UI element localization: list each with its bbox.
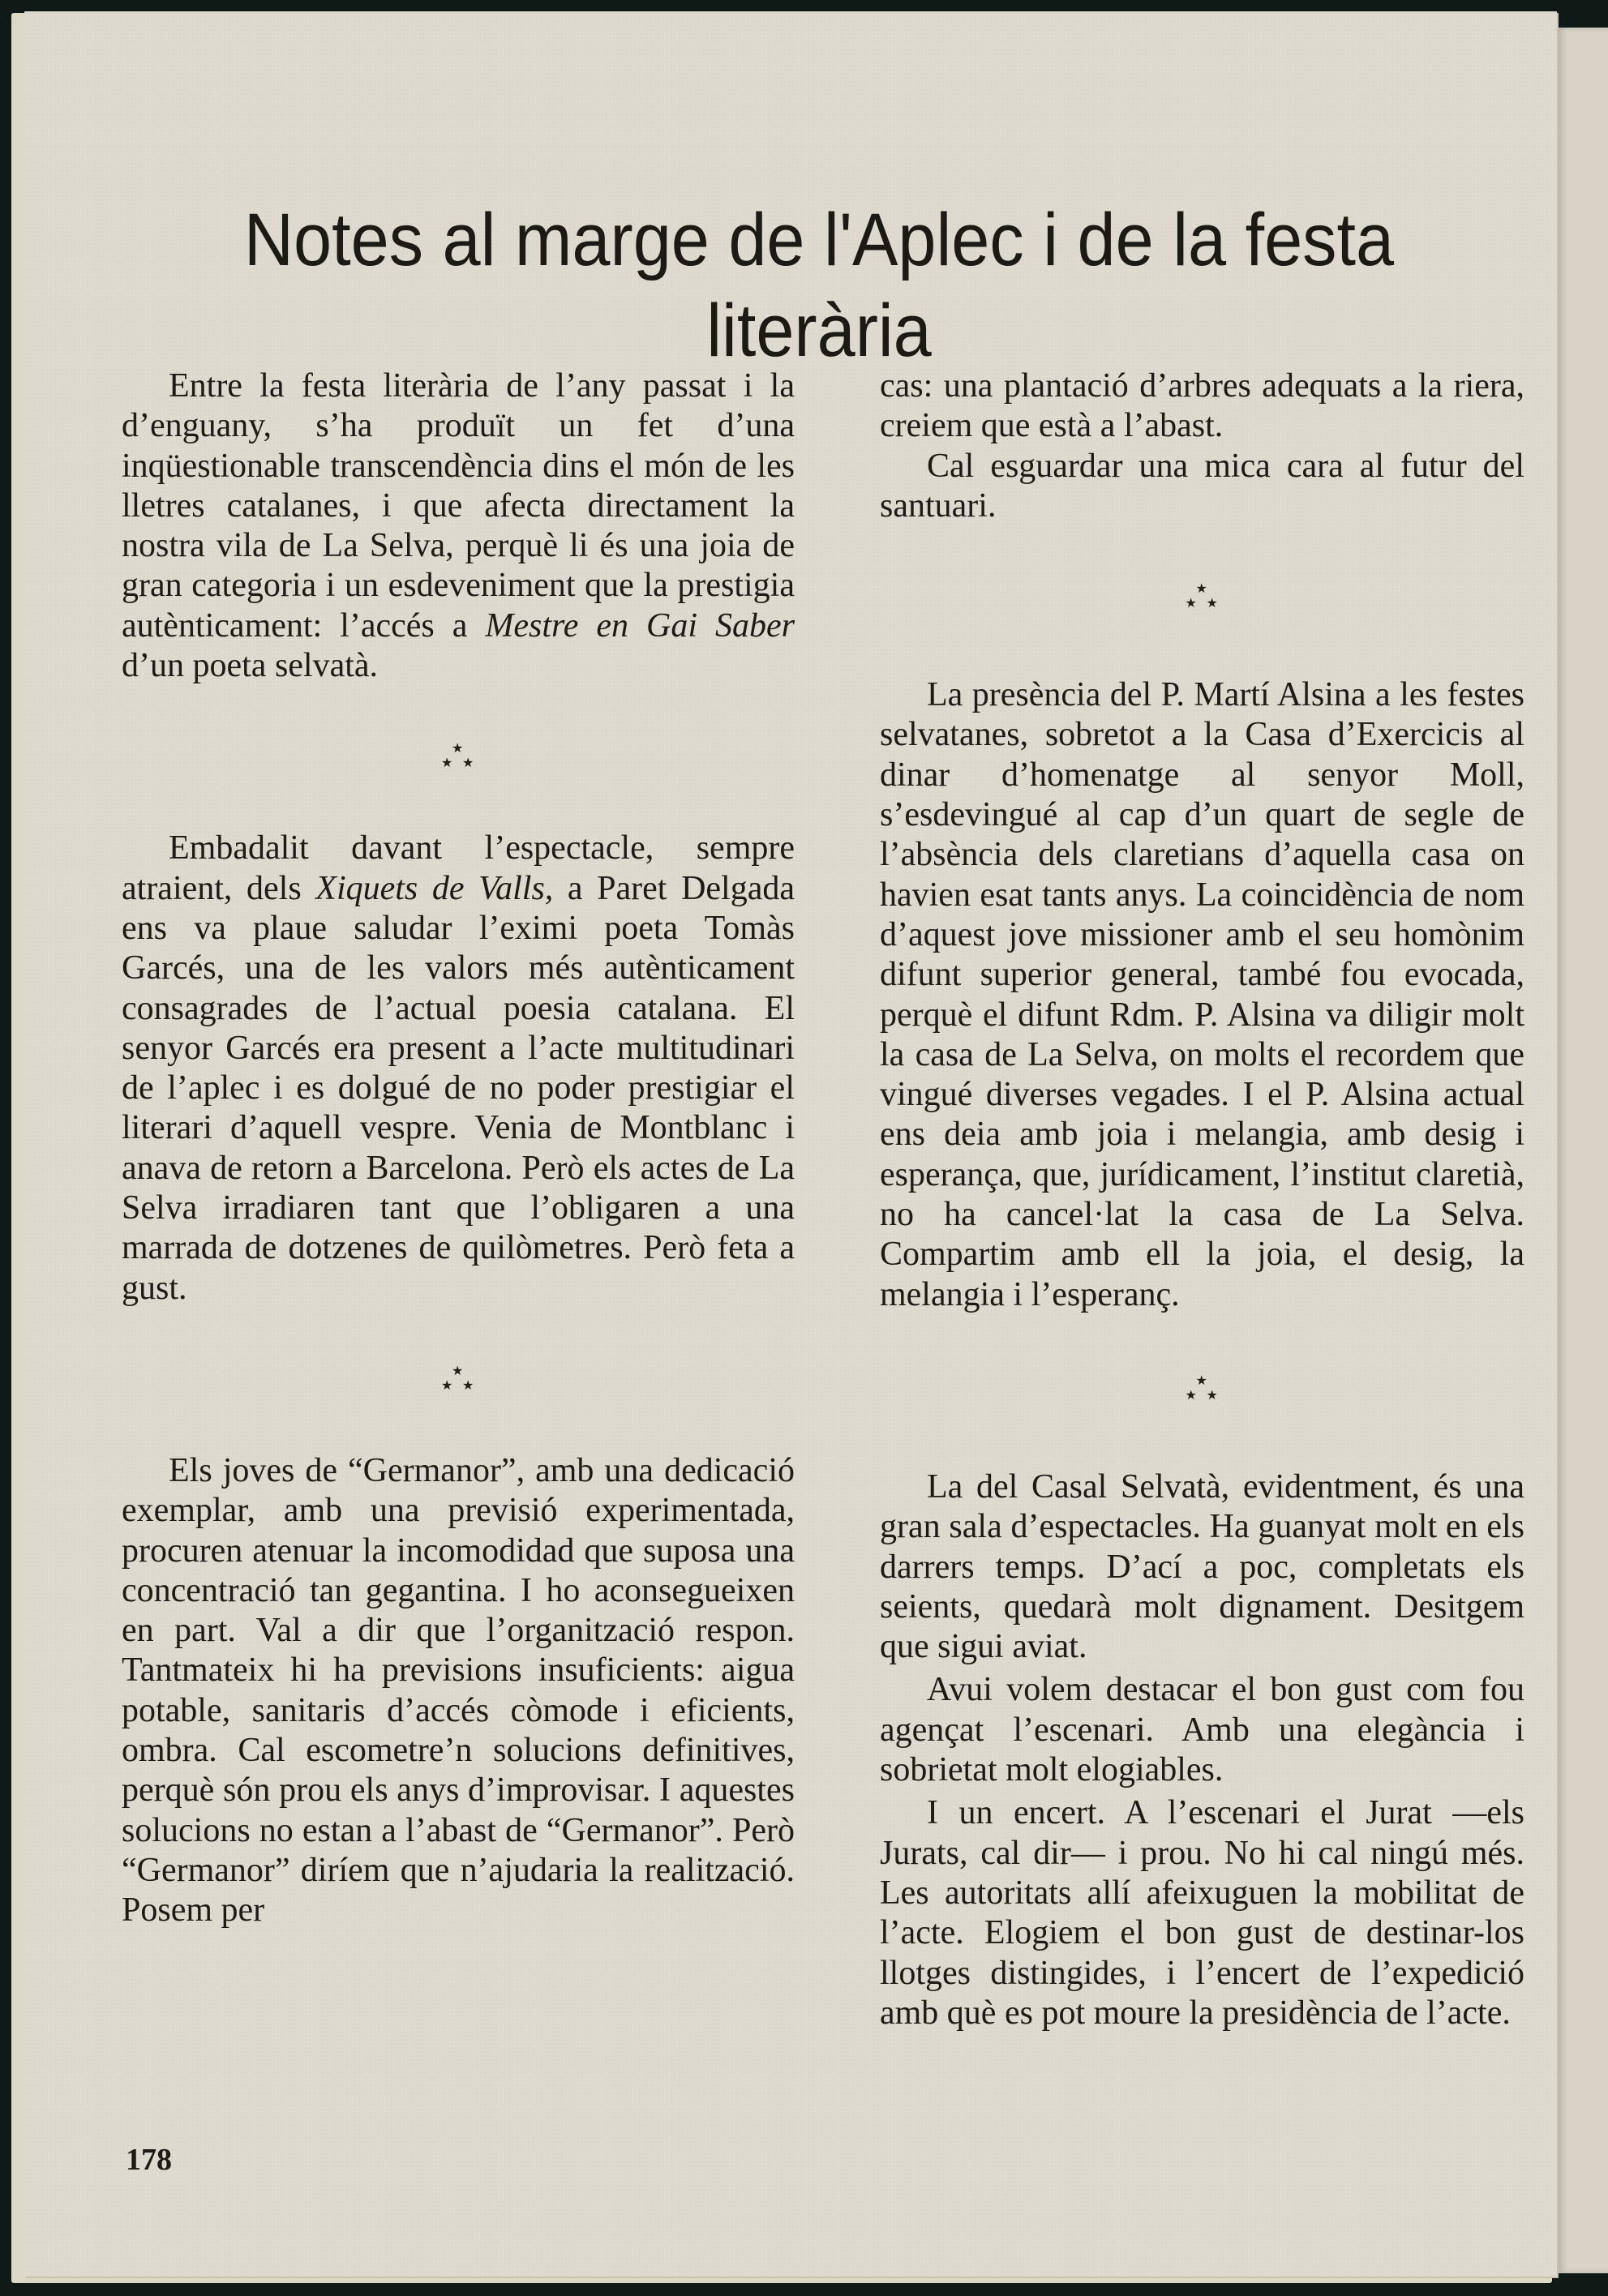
star-icon: ★: [452, 1364, 464, 1378]
section-separator-stars: [434, 1365, 482, 1398]
star-icon: ★: [462, 756, 474, 771]
paragraph-tomas-garces: Embadalit davant l’espectacle, sempre atraient, dels Xiquets de Valls, a Paret Delgada ens va plaue saludar l’eximi poeta Tomàs Garcés, una de les valors més autènticament consagrades de l’actual poesia catalana. El senyor Garcés era present a l’acte multitudinari de l’aplec i es dolgué de no poder prestigiar el literari d’aquell vespre. Venia de Montblanc i anava de retorn a Barcelona. Però els actes de La Selva irradiaren tant que l’obligaren a una marrada de dotzenes de quilòmetres. Però feta a gust.: [122, 829, 795, 1307]
star-icon: ★: [1195, 1373, 1207, 1388]
star-icon: ★: [462, 1378, 474, 1393]
article-title: Notes al marge de l'Aplec i de la festa literària: [243, 198, 1395, 372]
star-icon: ★: [1185, 597, 1197, 611]
star-icon: ★: [1206, 1388, 1218, 1403]
paragraph-escenari: Avui volem destacar el bon gust com fou agençat l’escenari. Amb una elegància i sobrietat molt elogiables.: [880, 1671, 1524, 1789]
page-number: 178: [126, 2143, 172, 2177]
star-icon: ★: [441, 756, 453, 771]
italic-title: Mestre en Gai Saber: [485, 606, 795, 645]
star-icon: ★: [1206, 597, 1218, 611]
section-separator-stars: [1178, 583, 1227, 615]
italic-xiquets: Xiquets de Valls,: [315, 869, 554, 907]
star-icon: ★: [1195, 582, 1207, 597]
paragraph-mestre-gai-saber: Entre la festa literària de l’any passat i la d’enguany, s’ha produït un fet d’una inqüestionable transcendència dins el món de les lletres catalanes, i que afecta directament la nostra vila de La Selva, perquè li és una joia de gran categoria i un esdeveniment que la prestigia autènticament: l’accés a Mestre en Gai Saber d’un poeta selvatà.: [122, 367, 795, 685]
paragraph-casal-selvata: La del Casal Selvatà, evidentment, és una gran sala d’espectacles. Ha guanyat molt en els darrers temps. D’ací a poc, completats els seients, quedarà molt dignament. Desitgem que sigui aviat.: [880, 1467, 1524, 1666]
paragraph-jurat: I un encert. A l’escenari el Jurat —els Jurats, cal dir— i prou. No hi cal ningú més. Les autoritats allí afeixuguen la mobilitat de l’acte. Elogiem el bon gust de destinar-los llotges distingides, i l’encert de l’expedició amb què es pot moure la presidència de l’acte.: [880, 1794, 1524, 2032]
left-column: [122, 366, 795, 1931]
star-icon: ★: [1185, 1388, 1197, 1403]
right-column: [880, 366, 1524, 2033]
star-icon: ★: [452, 742, 464, 756]
section-separator-stars: [434, 743, 482, 775]
facing-page-edge: [1555, 28, 1608, 2273]
paragraph-santuari: Cal esguardar una mica cara al futur del santuari.: [880, 447, 1524, 525]
paragraph-germanor-continued: cas: una plantació d’arbres adequats a la riera, creiem que està a l’abast.: [880, 367, 1524, 445]
star-icon: ★: [441, 1378, 453, 1393]
paragraph-germanor: Els joves de “Germanor”, amb una dedicació exemplar, amb una previsió experimentada, procuren atenuar la incomodidad que suposa una concentració tan gegantina. I ho aconsegueixen en part. Val a dir que l’organització respon. Tantmateix hi ha previsions insuficients: aigua potable, sanitaris d’accés còmode i eficients, ombra. Cal escometre’n solucions definitives, perquè són prou els anys d’improvisar. I aquestes solucions no estan a l’abast de “Germanor”. Però “Germanor” diríem que n’ajudaria la realització. Posem per: [122, 1451, 795, 1930]
paragraph-marti-alsina: La presència del P. Martí Alsina a les festes selvatanes, sobretot a la Casa d’Exercicis al dinar d’homenatge al senyor Moll, s’esdevingué al cap d’un quart de segle de l’absència dels claretians d’aquella casa on havien esat tants anys. La coincidència de nom d’aquest jove missioner amb el seu homònim difunt superior general, també fou evocada, perquè el difunt Rdm. P. Alsina va diligir molt la casa de La Selva, on molts el recordem que vingué diverses vegades. I el P. Alsina actual ens deia amb joia i melangia, amb desig i esperança, que, jurídicament, l’institut claretià, no ha cancel·lat la casa de La Selva. Compartim amb ell la joia, el desig, la melangia i l’esperanç.: [880, 676, 1524, 1313]
section-separator-stars: [1178, 1375, 1227, 1407]
